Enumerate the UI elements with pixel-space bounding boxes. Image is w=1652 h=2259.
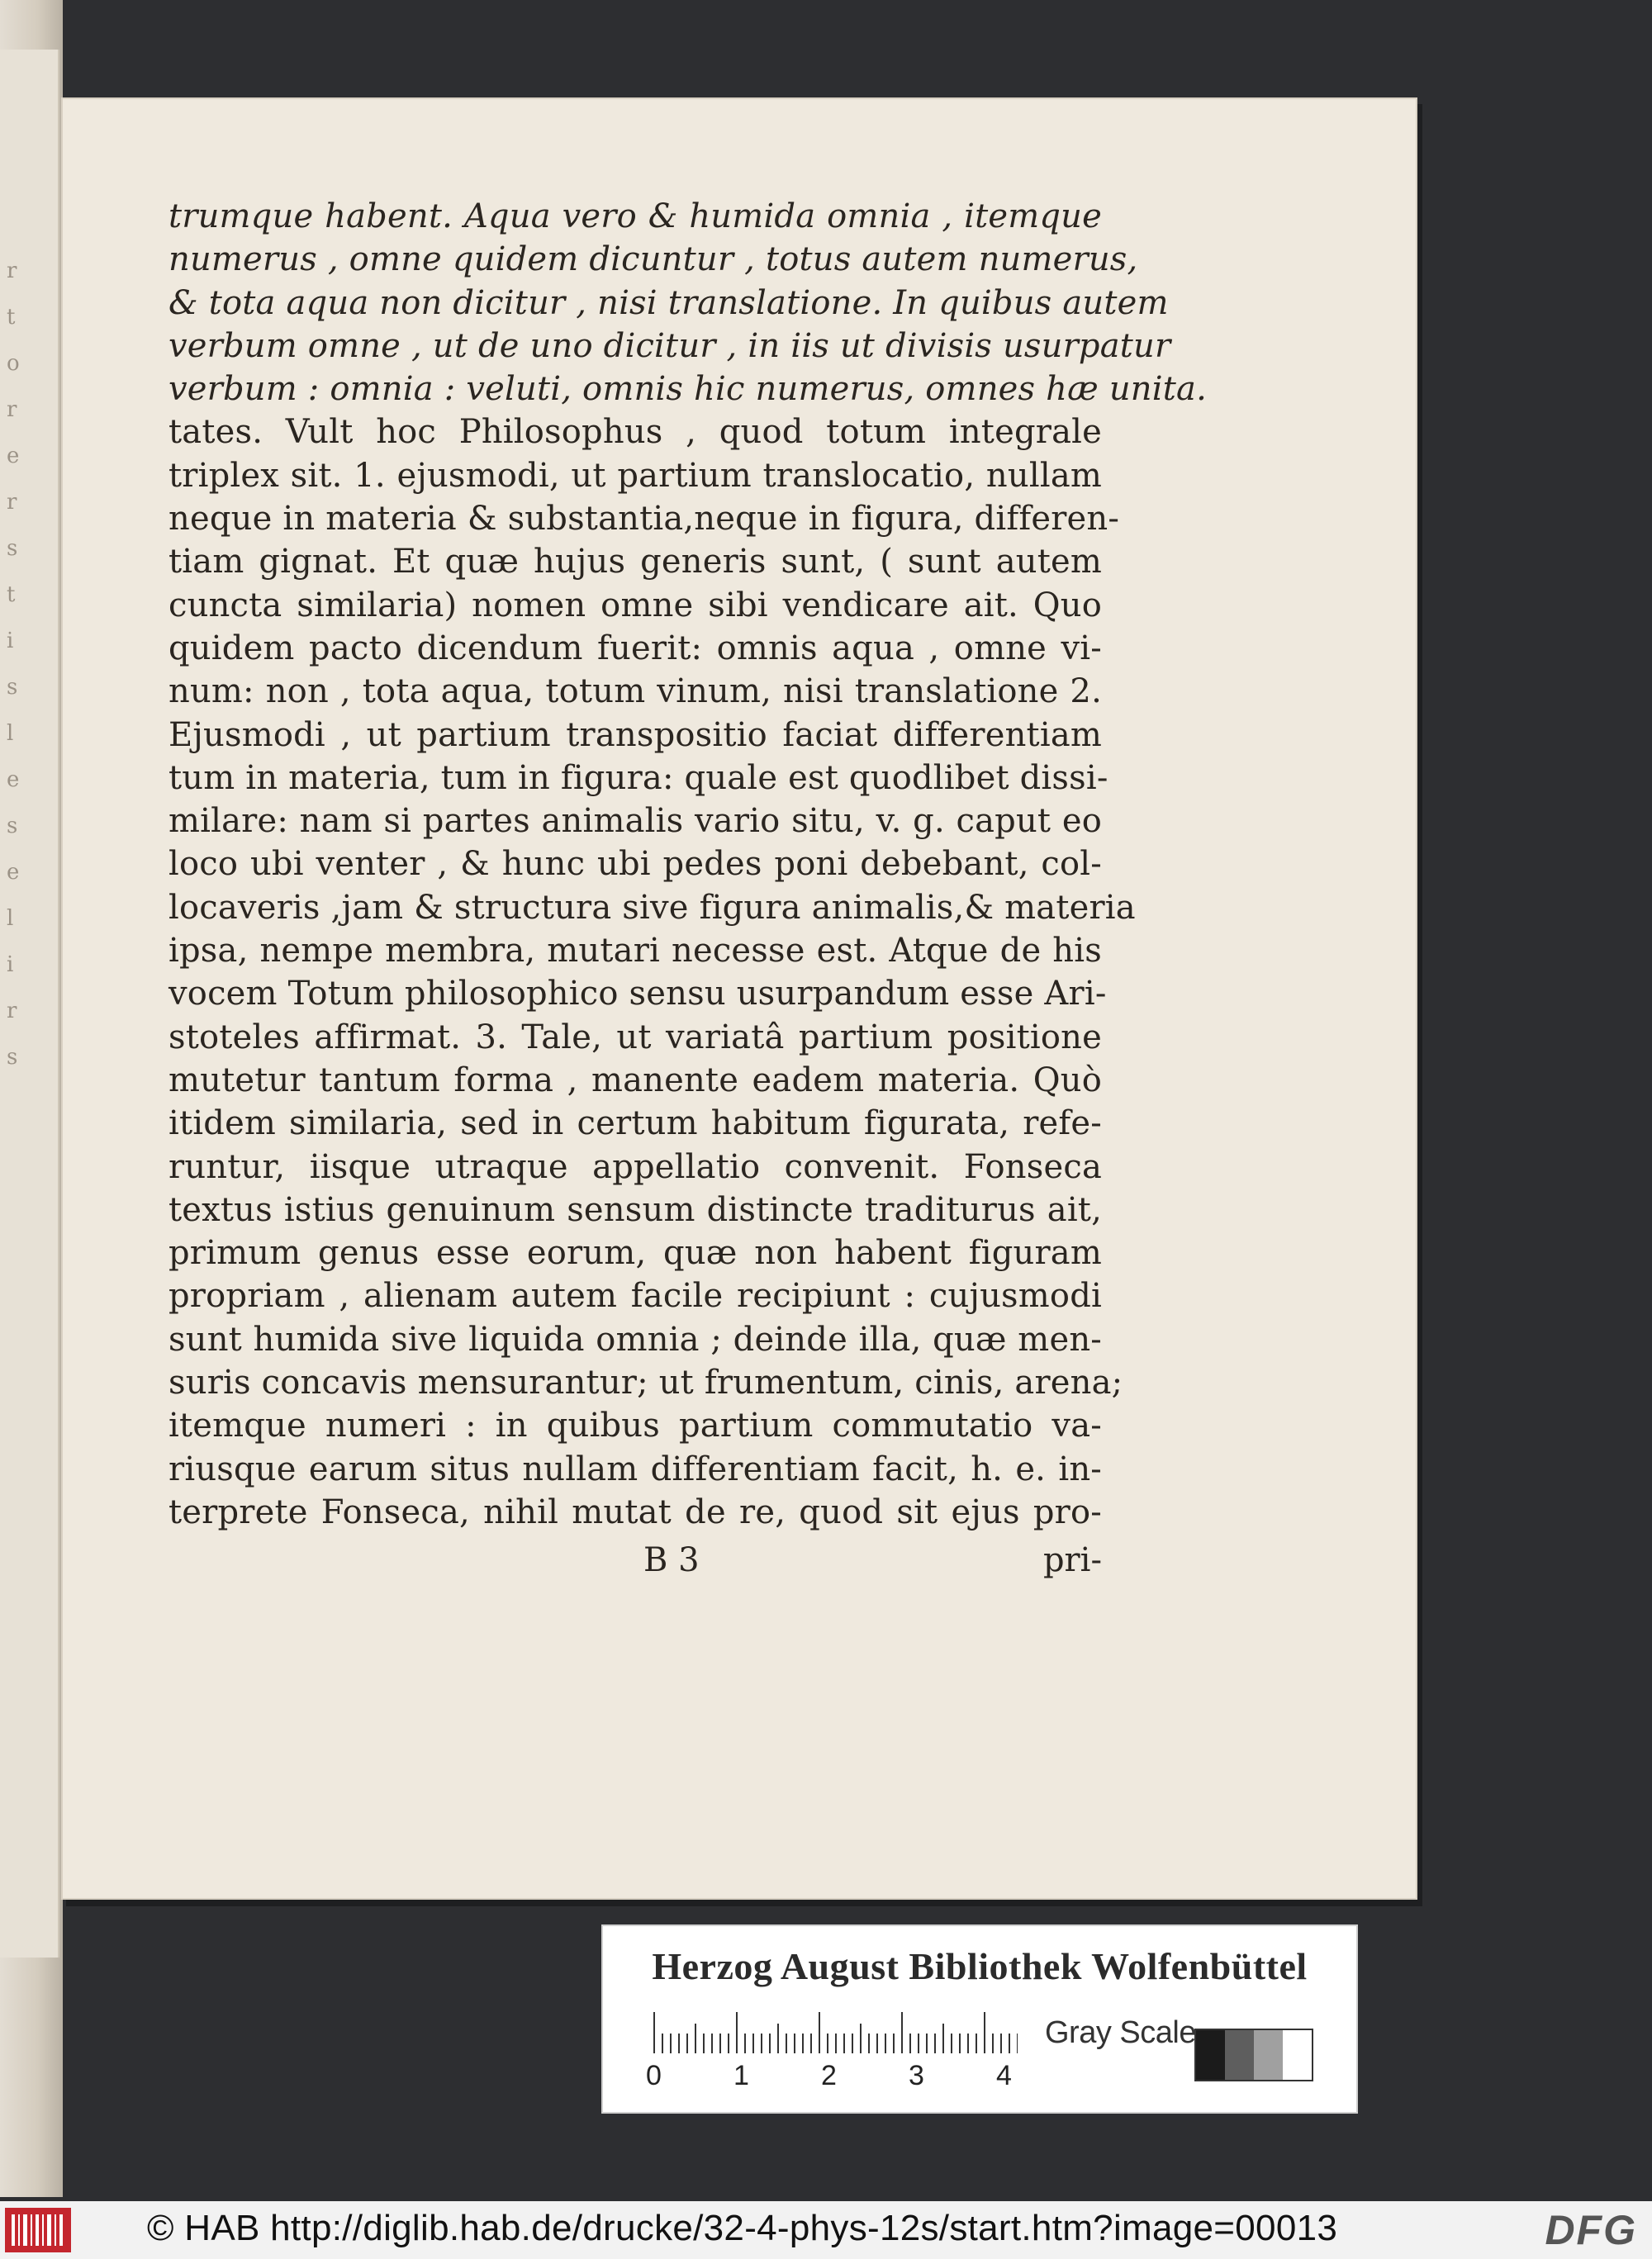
text-line: loco ubi venter , & hunc ubi pedes poni debebant, col-	[169, 845, 1102, 884]
text-line: numerus , omne quidem dicuntur , totus autem numerus,	[169, 240, 1138, 279]
ruler-number: 0	[646, 2060, 662, 2091]
text-line: trumque habent. Aqua vero & humida omnia , itemque	[169, 197, 1102, 235]
text-line: Ejusmodi , ut partium transpositio faciat differentiam	[169, 715, 1102, 754]
gray-swatch	[1283, 2030, 1312, 2080]
source-url[interactable]: © HAB http://diglib.hab.de/drucke/32-4-phys-12s/start.htm?image=00013	[147, 2208, 1338, 2248]
text-line: milare: nam si partes animalis vario situ, v. g. caput eo	[169, 802, 1102, 841]
previous-page-edge	[0, 50, 59, 1958]
library-name: Herzog August Bibliothek Wolfenbüttel	[652, 1945, 1308, 1987]
ruler-number: 4	[996, 2060, 1012, 2091]
ruler-scale	[653, 2010, 1018, 2053]
footer-bar	[0, 2201, 1652, 2259]
text-line: stoteles affirmat. 3. Tale, ut variatâ partium positione	[169, 1018, 1102, 1056]
ruler-number: 1	[733, 2060, 749, 2091]
catchword: pri-	[1042, 1541, 1102, 1579]
text-line: & tota aqua non dicitur , nisi translatione. In quibus autem	[169, 283, 1169, 322]
page-footer	[169, 1541, 1102, 1591]
page-text-block	[169, 195, 1207, 1534]
text-line: runtur, iisque utraque appellatio convenit. Fonseca	[169, 1147, 1102, 1186]
gray-swatch	[1225, 2030, 1254, 2080]
previous-page-bleed-marks: r t o r e r s t i s l e s e l i r s	[7, 259, 20, 1070]
text-line: itemque numeri : in quibus partium commutatio va-	[169, 1407, 1102, 1445]
text-line: primum genus esse eorum, quæ non habent figuram	[169, 1234, 1102, 1273]
text-line: quidem pacto dicendum fuerit: omnis aqua , omne vi-	[169, 629, 1102, 667]
signature-mark: B 3	[643, 1541, 700, 1579]
gray-swatch	[1196, 2030, 1225, 2080]
text-line: num: non , tota aqua, totum vinum, nisi translatione 2.	[169, 672, 1102, 711]
text-line: triplex sit. 1. ejusmodi, ut partium translocatio, nullam	[169, 456, 1102, 495]
library-color-card	[601, 1924, 1358, 2114]
text-line: vocem Totum philosophico sensu usurpandum esse Ari-	[169, 975, 1107, 1013]
text-line: propriam , alienam autem facile recipiunt : cujusmodi	[169, 1277, 1102, 1316]
text-line: neque in materia & substantia,neque in figura, differen-	[169, 500, 1120, 539]
text-line: sunt humida sive liquida omnia ; deinde illa, quæ men-	[169, 1320, 1102, 1359]
dfg-logo: DFG	[1545, 2207, 1637, 2253]
gray-scale-swatches	[1194, 2029, 1313, 2081]
text-line: textus istius genuinum sensum distincte traditurus ait,	[169, 1190, 1102, 1229]
text-line: tum in materia, tum in figura: quale est quodlibet dissi-	[169, 758, 1108, 797]
text-line: locaveris ,jam & structura sive figura animalis,& materia	[169, 888, 1136, 927]
text-line: ipsa, nempe membra, mutari necesse est. Atque de his	[169, 932, 1102, 971]
text-line: tiam gignat. Et quæ hujus generis sunt, ( sunt autem	[169, 543, 1102, 581]
text-line: verbum : omnia : veluti, omnis hic numerus, omnes hæ unita.	[169, 370, 1207, 409]
text-line: riusque earum situs nullam differentiam facit, h. e. in-	[169, 1450, 1102, 1488]
text-line: cuncta similaria) nomen omne sibi vendicare ait. Quo	[169, 586, 1102, 624]
hab-logo-icon	[5, 2208, 71, 2252]
ruler-numbers	[646, 2060, 1034, 2093]
ruler-number: 2	[821, 2060, 837, 2091]
text-line: verbum omne , ut de uno dicitur , in iis ut divisis usurpatur	[169, 326, 1171, 365]
text-line: itidem similaria, sed in certum habitum figurata, refe-	[169, 1104, 1102, 1143]
ruler-number: 3	[909, 2060, 924, 2091]
gray-scale-label: Gray Scale	[1045, 2015, 1196, 2050]
text-line: tates. Vult hoc Philosophus , quod totum integrale	[169, 413, 1102, 452]
text-line: suris concavis mensurantur; ut frumentum, cinis, arena;	[169, 1364, 1123, 1402]
text-line: mutetur tantum forma , manente eadem materia. Quò	[169, 1061, 1102, 1099]
book-page	[61, 97, 1417, 1900]
text-line: terprete Fonseca, nihil mutat de re, quod sit ejus pro-	[169, 1493, 1102, 1531]
gray-swatch	[1254, 2030, 1283, 2080]
